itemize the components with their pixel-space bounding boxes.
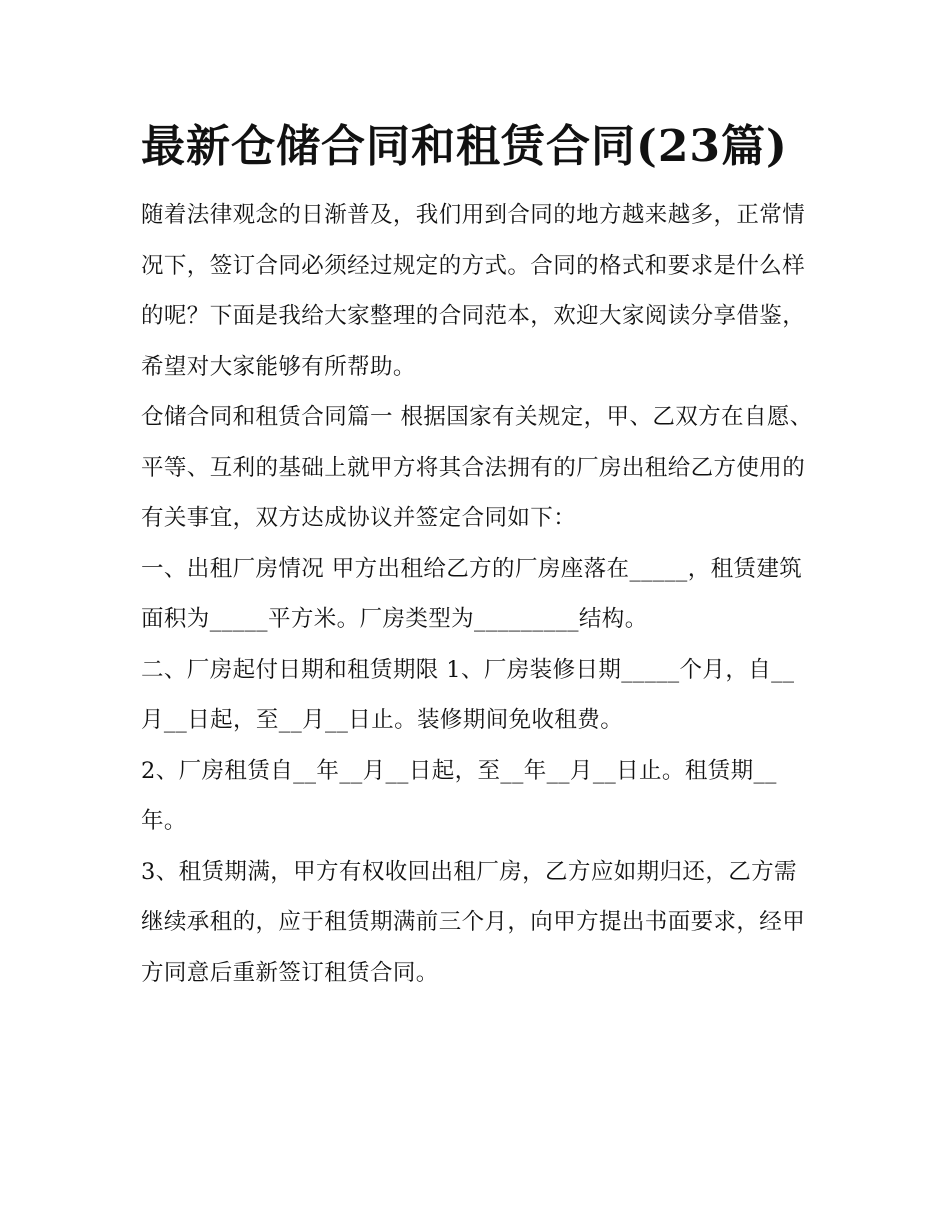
- document-title: 最新仓储合同和租赁合同(23篇): [141, 121, 788, 172]
- paragraph-lease-term: 2、厂房租赁自__年__月__日起，至__年__月__日止。租赁期__年。: [141, 757, 777, 834]
- paragraph-section-one: 一、出租厂房情况 甲方出租给乙方的厂房座落在_____，租赁建筑面积为_____平方米。厂房类型为_________结构。: [141, 555, 803, 632]
- paragraph-section-two: 二、厂房起付日期和租赁期限 1、厂房装修日期_____个月，自__月__日起，至__月__日止。装修期间免收租费。: [141, 656, 795, 733]
- document-page: [141, 108, 813, 998]
- paragraph-lease-expiry: 3、租赁期满，甲方有权收回出租厂房，乙方应如期归还，乙方需继续承租的，应于租赁期满前三个月，向甲方提出书面要求，经甲方同意后重新签订租赁合同。: [141, 858, 806, 986]
- paragraph-chapter-one: 仓储合同和租赁合同篇一 根据国家有关规定，甲、乙双方在自愿、平等、互利的基础上就甲方将其合法拥有的厂房出租给乙方使用的有关事宜，双方达成协议并签定合同如下：: [141, 404, 813, 531]
- paragraph-intro: 随着法律观念的日渐普及，我们用到合同的地方越来越多，正常情况下，签订合同必须经过规定的方式。合同的格式和要求是什么样的呢？下面是我给大家整理的合同范本，欢迎大家阅读分享借鉴，希望对大家能够有所帮助。: [141, 202, 806, 380]
